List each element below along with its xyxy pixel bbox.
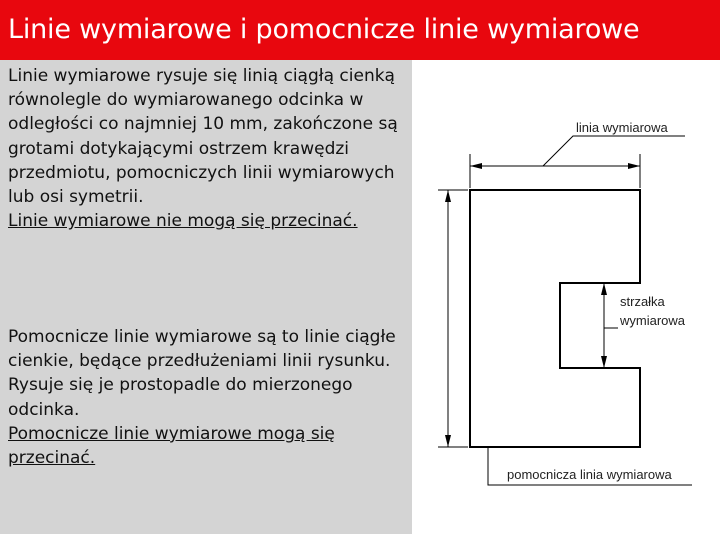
label-arrow-line2: wymiarowa [620,313,686,328]
rule-dimension-lines: Linie wymiarowe nie mogą się przecinać. [8,211,358,232]
label-arrow-line1: strzałka [620,294,665,309]
label-dimension-line: linia wymiarowa [576,120,668,135]
label-extension-line: pomocnicza linia wymiarowa [507,467,672,482]
paragraph-extension-lines-text: Pomocnicze linie wymiarowe są to linie ciągłe cienkie, będące przedłużeniami linii rysunku. Rysuje się je prostopadle do mierzonego odcinka. [8,327,396,420]
rule-extension-lines: Pomocnicze linie wymiarowe mogą się przecinać. [8,423,335,469]
leader-dimension-line [543,136,685,166]
paragraph-dimension-lines-text: Linie wymiarowe rysuje się linią ciągłą cienką równolegle do wymiarowanego odcinka w odległości co najmniej 10 mm, zakończone są grotami dotykającymi ostrzem krawędzi przedmiotu, pomocniczych linii wymiarowych lub osi symetrii. [8,66,398,208]
page-title: Linie wymiarowe i pomocnicze linie wymiarowe [8,14,640,45]
part-outline [470,190,640,447]
